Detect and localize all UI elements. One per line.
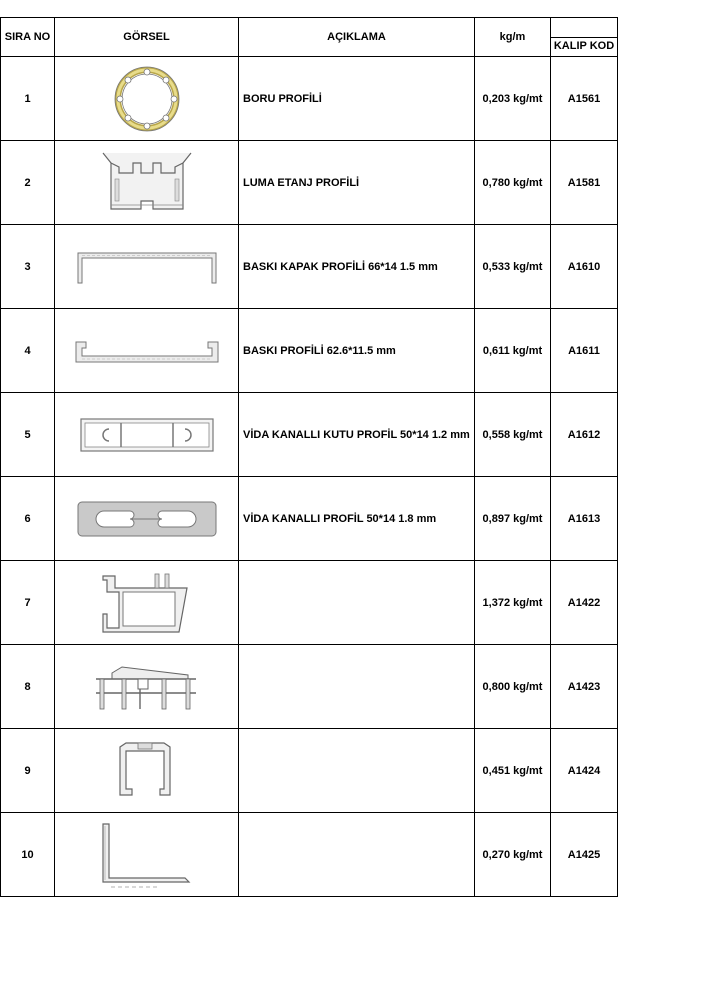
header-kgm: kg/m <box>475 18 551 57</box>
row-code: A1581 <box>551 141 618 225</box>
table-row <box>1 561 618 645</box>
c-channel-profile-icon <box>112 739 182 803</box>
table-row <box>1 393 618 477</box>
row-image <box>55 477 239 561</box>
row-image <box>55 141 239 225</box>
row-number: 4 <box>1 309 55 393</box>
table-row <box>1 477 618 561</box>
row-weight: 0,558 kg/mt <box>475 393 551 477</box>
row-code: A1425 <box>551 813 618 897</box>
header-aciklama: AÇIKLAMA <box>239 18 475 57</box>
row-number: 8 <box>1 645 55 729</box>
table-row <box>1 729 618 813</box>
row-code: A1424 <box>551 729 618 813</box>
row-image <box>55 225 239 309</box>
row-code: A1612 <box>551 393 618 477</box>
pressure-profile-icon <box>72 334 222 368</box>
row-weight: 0,800 kg/mt <box>475 645 551 729</box>
row-weight: 0,611 kg/mt <box>475 309 551 393</box>
screw-channel-box-profile-icon <box>77 415 217 455</box>
table-row <box>1 813 618 897</box>
row-description: BASKI KAPAK PROFİLİ 66*14 1.5 mm <box>239 225 475 309</box>
row-number: 7 <box>1 561 55 645</box>
row-number: 10 <box>1 813 55 897</box>
row-description: BASKI PROFİLİ 62.6*11.5 mm <box>239 309 475 393</box>
row-code: A1613 <box>551 477 618 561</box>
row-description: LUMA ETANJ PROFİLİ <box>239 141 475 225</box>
multi-chamber-profile-icon <box>92 661 202 713</box>
header-kalip-kod: KALIP KOD <box>551 37 617 55</box>
header-gorsel: GÖRSEL <box>55 18 239 57</box>
row-number: 9 <box>1 729 55 813</box>
row-weight: 0,451 kg/mt <box>475 729 551 813</box>
row-description <box>239 561 475 645</box>
luma-seal-profile-icon <box>97 149 197 217</box>
cover-profile-icon <box>72 247 222 287</box>
row-number: 5 <box>1 393 55 477</box>
row-description <box>239 813 475 897</box>
row-weight: 0,897 kg/mt <box>475 477 551 561</box>
row-weight: 0,270 kg/mt <box>475 813 551 897</box>
row-weight: 1,372 kg/mt <box>475 561 551 645</box>
table-row <box>1 141 618 225</box>
l-angle-profile-icon <box>97 820 197 890</box>
header-kalip-kod-cell <box>551 18 618 57</box>
row-code: A1610 <box>551 225 618 309</box>
row-image <box>55 813 239 897</box>
screw-channel-profile-icon <box>74 498 220 540</box>
frame-profile-icon <box>97 570 197 636</box>
row-weight: 0,780 kg/mt <box>475 141 551 225</box>
row-image <box>55 57 239 141</box>
row-code: A1561 <box>551 57 618 141</box>
table-row <box>1 309 618 393</box>
row-code: A1611 <box>551 309 618 393</box>
profile-table <box>0 17 618 897</box>
row-image <box>55 393 239 477</box>
row-code: A1422 <box>551 561 618 645</box>
row-image <box>55 561 239 645</box>
row-description <box>239 645 475 729</box>
row-weight: 0,533 kg/mt <box>475 225 551 309</box>
row-description: VİDA KANALLI KUTU PROFİL 50*14 1.2 mm <box>239 393 475 477</box>
row-number: 6 <box>1 477 55 561</box>
row-code: A1423 <box>551 645 618 729</box>
row-number: 3 <box>1 225 55 309</box>
table-row <box>1 225 618 309</box>
header-sira-no: SIRA NO <box>1 18 55 57</box>
row-number: 1 <box>1 57 55 141</box>
row-description: BORU PROFİLİ <box>239 57 475 141</box>
row-image <box>55 309 239 393</box>
table-header-row <box>1 18 618 57</box>
round-tube-profile-icon <box>107 66 187 132</box>
row-description: VİDA KANALLI PROFİL 50*14 1.8 mm <box>239 477 475 561</box>
row-weight: 0,203 kg/mt <box>475 57 551 141</box>
row-image <box>55 729 239 813</box>
table-row <box>1 645 618 729</box>
row-description <box>239 729 475 813</box>
row-image <box>55 645 239 729</box>
row-number: 2 <box>1 141 55 225</box>
table-row <box>1 57 618 141</box>
